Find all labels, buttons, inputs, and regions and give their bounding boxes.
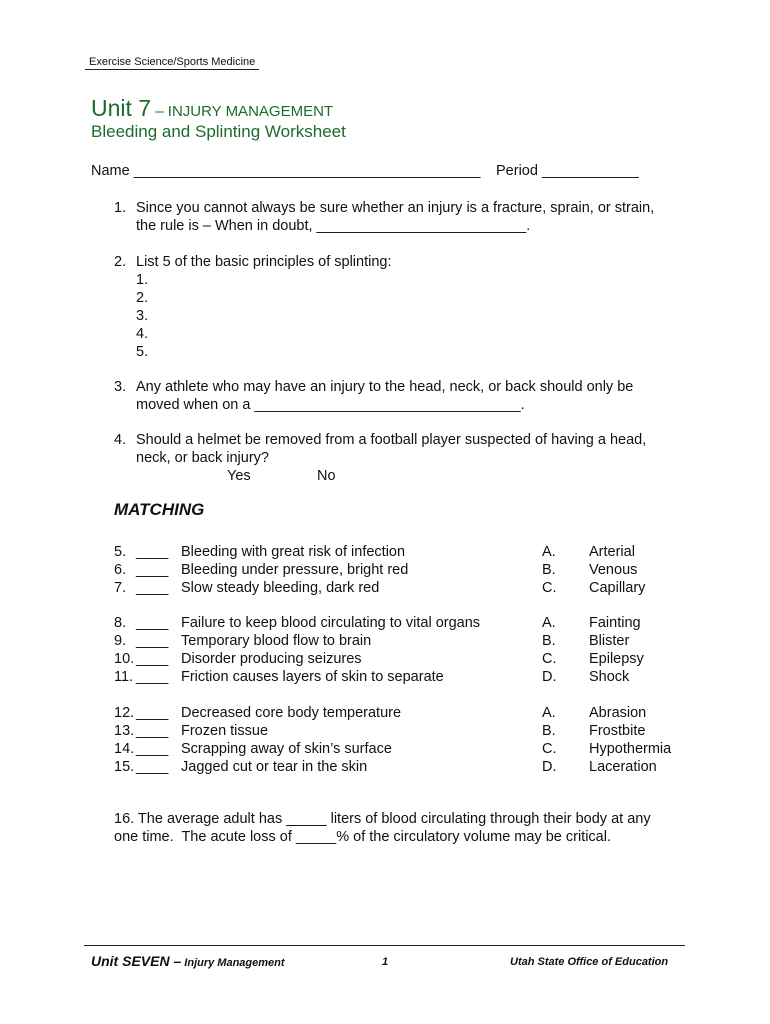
match-letter: B.: [542, 723, 556, 739]
match-number: 5.: [114, 544, 127, 560]
match-letter: D.: [542, 759, 557, 775]
match-number: 7.: [114, 580, 127, 596]
match-term: Friction causes layers of skin to separate: [181, 669, 444, 685]
match-letter: A.: [542, 544, 556, 560]
page-title: [91, 95, 333, 122]
footer-unit-main: Unit SEVEN –: [91, 953, 182, 969]
title-unit: Unit 7: [91, 95, 152, 121]
question-16-line-2: one time. The acute loss of _____% of the circulatory volume may be critical.: [114, 829, 612, 845]
footer-organization: Utah State Office of Education: [510, 956, 669, 968]
match-number: 10.: [114, 651, 135, 667]
match-letter: B.: [542, 562, 556, 578]
match-answer: Frostbite: [589, 723, 646, 739]
question-1-line-2: the rule is – When in doubt, __________________________.: [136, 218, 531, 234]
footer-unit: [91, 953, 285, 971]
match-answer: Venous: [589, 562, 638, 578]
match-letter: B.: [542, 633, 556, 649]
match-blank[interactable]: ____: [136, 651, 169, 667]
match-term: Bleeding under pressure, bright red: [181, 562, 409, 578]
match-number: 8.: [114, 615, 127, 631]
question-number: 4.: [114, 432, 127, 448]
match-answer: Fainting: [589, 615, 641, 631]
name-field[interactable]: Name ___________________________________________: [91, 163, 481, 179]
match-answer: Hypothermia: [589, 741, 672, 757]
match-blank[interactable]: ____: [136, 580, 169, 596]
matching-heading: MATCHING: [114, 500, 205, 519]
match-letter: D.: [542, 669, 557, 685]
match-blank[interactable]: ____: [136, 615, 169, 631]
course-header: Exercise Science/Sports Medicine: [85, 56, 259, 70]
question-16-line-1: 16. The average adult has _____ liters of blood circulating through their body at any: [114, 811, 651, 827]
match-answer: Shock: [589, 669, 630, 685]
no-option[interactable]: No: [317, 468, 336, 484]
question-2-text: List 5 of the basic principles of splinting:: [136, 254, 392, 270]
page-number: 1: [382, 956, 389, 968]
match-letter: A.: [542, 615, 556, 631]
match-term: Bleeding with great risk of infection: [181, 544, 406, 560]
question-number: 3.: [114, 379, 127, 395]
match-blank[interactable]: ____: [136, 562, 169, 578]
match-answer: Abrasion: [589, 705, 647, 721]
match-term: Disorder producing seizures: [181, 651, 362, 667]
match-number: 13.: [114, 723, 135, 739]
match-term: Decreased core body temperature: [181, 705, 402, 721]
principle-item: 5.: [136, 344, 149, 360]
question-number: 1.: [114, 200, 127, 216]
match-number: 11.: [114, 669, 134, 685]
match-term: Frozen tissue: [181, 723, 269, 739]
title-suffix: – INJURY MANAGEMENT: [151, 103, 334, 120]
match-blank[interactable]: ____: [136, 723, 169, 739]
match-number: 6.: [114, 562, 127, 578]
match-number: 9.: [114, 633, 127, 649]
footer-divider: [84, 945, 685, 946]
match-blank[interactable]: ____: [136, 705, 169, 721]
question-number: 2.: [114, 254, 127, 270]
match-term: Failure to keep blood circulating to vital organs: [181, 615, 481, 631]
principle-item: 3.: [136, 308, 149, 324]
principle-item: 2.: [136, 290, 149, 306]
period-field[interactable]: Period ____________: [496, 163, 639, 179]
yes-option[interactable]: Yes: [227, 468, 251, 484]
match-blank[interactable]: ____: [136, 544, 169, 560]
match-answer: Blister: [589, 633, 630, 649]
match-answer: Epilepsy: [589, 651, 644, 667]
question-4-line-1: Should a helmet be removed from a football player suspected of having a head,: [136, 432, 647, 448]
match-answer: Arterial: [589, 544, 635, 560]
question-3-line-2: moved when on a _________________________________.: [136, 397, 525, 413]
match-answer: Capillary: [589, 580, 646, 596]
principle-item: 1.: [136, 272, 149, 288]
match-blank[interactable]: ____: [136, 759, 169, 775]
match-letter: C.: [542, 651, 557, 667]
question-3-line-1: Any athlete who may have an injury to the head, neck, or back should only be: [136, 379, 634, 395]
match-blank[interactable]: ____: [136, 669, 169, 685]
match-term: Temporary blood flow to brain: [181, 633, 372, 649]
match-number: 15.: [114, 759, 135, 775]
footer-unit-sub: Injury Management: [181, 957, 285, 969]
page-subtitle: Bleeding and Splinting Worksheet: [91, 122, 346, 141]
question-4-line-2: neck, or back injury?: [136, 450, 269, 466]
match-answer: Laceration: [589, 759, 657, 775]
match-number: 12.: [114, 705, 135, 721]
match-number: 14.: [114, 741, 135, 757]
match-blank[interactable]: ____: [136, 633, 169, 649]
match-term: Slow steady bleeding, dark red: [181, 580, 380, 596]
match-blank[interactable]: ____: [136, 741, 169, 757]
principle-item: 4.: [136, 326, 149, 342]
match-letter: C.: [542, 580, 557, 596]
match-term: Jagged cut or tear in the skin: [181, 759, 368, 775]
match-term: Scrapping away of skin’s surface: [181, 741, 392, 757]
match-letter: C.: [542, 741, 557, 757]
question-1-line-1: Since you cannot always be sure whether an injury is a fracture, sprain, or strain,: [136, 200, 655, 216]
match-letter: A.: [542, 705, 556, 721]
